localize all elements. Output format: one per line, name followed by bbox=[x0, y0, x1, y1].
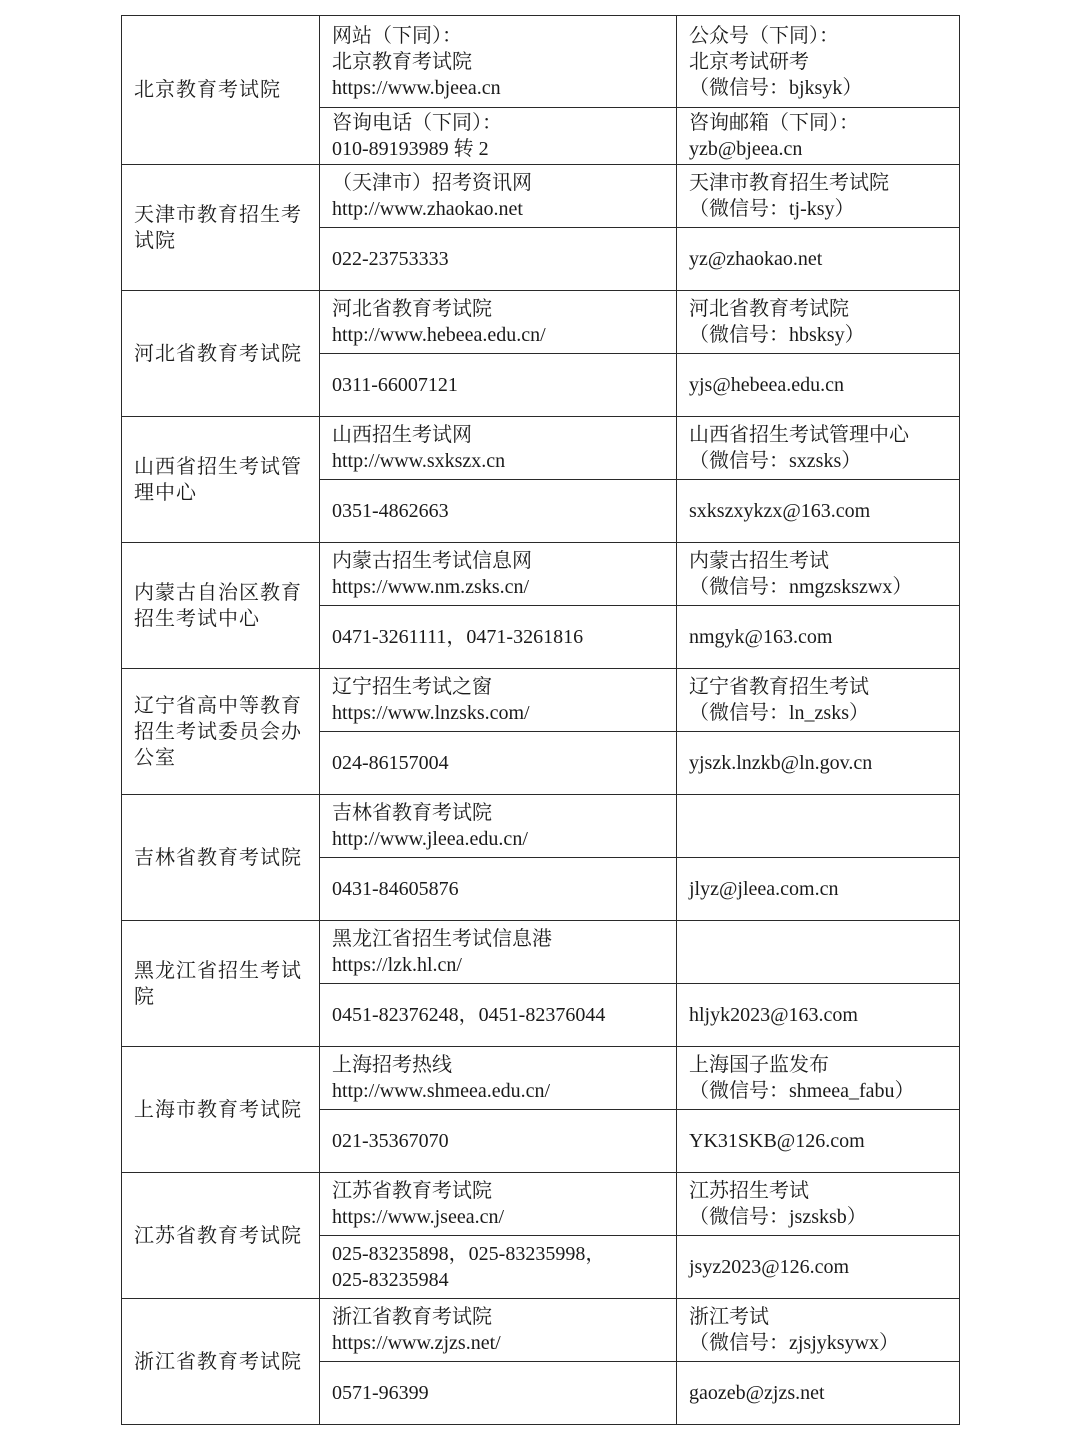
email-cell bbox=[677, 480, 960, 543]
wechat-cell bbox=[677, 1173, 960, 1236]
website-cell-line: http://www.sxkszx.cn bbox=[332, 450, 506, 472]
website-cell-line: 吉林省教育考试院 bbox=[332, 802, 492, 824]
website-cell-line: http://www.zhaokao.net bbox=[332, 198, 523, 220]
wechat-cell-line: （微信号：zjsjyksywx） bbox=[689, 1332, 899, 1354]
website-cell-line: 江苏省教育考试院 bbox=[332, 1180, 492, 1202]
table-row bbox=[122, 921, 960, 984]
wechat-cell-line: 山西省招生考试管理中心 bbox=[689, 424, 909, 446]
wechat-cell-line: （微信号：shmeea_fabu） bbox=[689, 1080, 915, 1102]
wechat-cell-line: （微信号：hbsksy） bbox=[689, 324, 865, 346]
email-cell-line: 咨询邮箱（下同）： bbox=[689, 112, 859, 134]
email-cell-line: jlyz@jleea.com.cn bbox=[689, 878, 839, 900]
table-row bbox=[122, 165, 960, 228]
phone-cell bbox=[320, 606, 677, 669]
email-cell bbox=[677, 354, 960, 417]
website-cell bbox=[320, 291, 677, 354]
org-name-cell: 天津市教育招生考试院 bbox=[122, 165, 320, 291]
phone-cell bbox=[320, 1236, 677, 1299]
website-cell bbox=[320, 543, 677, 606]
phone-cell-line: 0471-3261111，0471-3261816 bbox=[332, 626, 584, 648]
wechat-cell-line: 北京考试研考 bbox=[689, 50, 809, 73]
email-cell-line: yz@zhaokao.net bbox=[689, 248, 823, 270]
website-cell-line: 黑龙江省招生考试信息港 bbox=[332, 928, 552, 950]
wechat-cell-line: 江苏招生考试 bbox=[689, 1180, 809, 1202]
email-cell bbox=[677, 228, 960, 291]
email-cell-line: nmgyk@163.com bbox=[689, 626, 833, 648]
phone-cell-line: 024-86157004 bbox=[332, 752, 449, 774]
website-cell bbox=[320, 165, 677, 228]
wechat-cell bbox=[677, 669, 960, 732]
website-cell bbox=[320, 16, 677, 108]
website-cell-line: 河北省教育考试院 bbox=[332, 298, 492, 320]
phone-cell-line: 025-83235898，025-83235998， bbox=[332, 1243, 606, 1265]
website-cell bbox=[320, 669, 677, 732]
wechat-cell-line: 辽宁省教育招生考试 bbox=[689, 676, 869, 698]
website-cell-line: https://www.bjeea.cn bbox=[332, 76, 501, 99]
website-cell-line: 浙江省教育考试院 bbox=[332, 1306, 492, 1328]
email-cell bbox=[677, 984, 960, 1047]
website-cell bbox=[320, 1173, 677, 1236]
email-cell bbox=[677, 732, 960, 795]
email-cell-line: gaozeb@zjzs.net bbox=[689, 1382, 825, 1404]
org-name-cell: 北京教育考试院 bbox=[122, 16, 320, 165]
phone-cell bbox=[320, 1362, 677, 1425]
wechat-cell bbox=[677, 1047, 960, 1110]
wechat-cell-line: 天津市教育招生考试院 bbox=[689, 172, 889, 194]
phone-cell-line: 022-23753333 bbox=[332, 248, 449, 270]
wechat-cell-line: 公众号（下同）： bbox=[689, 24, 839, 47]
website-cell bbox=[320, 1047, 677, 1110]
phone-cell bbox=[320, 1110, 677, 1173]
phone-cell-line: 0451-82376248，0451-82376044 bbox=[332, 1004, 606, 1026]
website-cell-line: （天津市）招考资讯网 bbox=[332, 172, 532, 194]
wechat-cell bbox=[677, 16, 960, 108]
table-row bbox=[122, 1047, 960, 1110]
website-cell-line: 内蒙古招生考试信息网 bbox=[332, 550, 532, 572]
wechat-cell bbox=[677, 795, 960, 858]
website-cell bbox=[320, 417, 677, 480]
website-cell-line: 山西招生考试网 bbox=[332, 424, 472, 446]
wechat-cell-line: （微信号：sxzsks） bbox=[689, 450, 862, 472]
phone-cell-line: 0571-96399 bbox=[332, 1382, 429, 1404]
phone-cell bbox=[320, 984, 677, 1047]
phone-cell-line: 咨询电话（下同）： bbox=[332, 112, 502, 134]
table-row bbox=[122, 417, 960, 480]
phone-cell-line: 0351-4862663 bbox=[332, 500, 449, 522]
wechat-cell-line: 内蒙古招生考试 bbox=[689, 550, 829, 572]
wechat-cell-line: 上海国子监发布 bbox=[689, 1054, 829, 1076]
phone-cell bbox=[320, 732, 677, 795]
email-cell-line: yjs@hebeea.edu.cn bbox=[689, 374, 845, 396]
wechat-cell-line: （微信号：tj-ksy） bbox=[689, 198, 855, 220]
email-cell bbox=[677, 1110, 960, 1173]
wechat-cell bbox=[677, 543, 960, 606]
website-cell-line: http://www.jleea.edu.cn/ bbox=[332, 828, 528, 850]
wechat-cell-line: 河北省教育考试院 bbox=[689, 298, 849, 320]
email-cell-line: YK31SKB@126.com bbox=[689, 1130, 865, 1152]
wechat-cell bbox=[677, 921, 960, 984]
website-cell-line: https://www.lnzsks.com/ bbox=[332, 702, 530, 724]
phone-cell-line: 0311-66007121 bbox=[332, 374, 458, 396]
org-name-cell: 河北省教育考试院 bbox=[122, 291, 320, 417]
website-cell-line: https://lzk.hl.cn/ bbox=[332, 954, 462, 976]
org-name-cell: 浙江省教育考试院 bbox=[122, 1299, 320, 1425]
wechat-cell-line: （微信号：ln_zsks） bbox=[689, 702, 869, 724]
org-name-cell: 吉林省教育考试院 bbox=[122, 795, 320, 921]
phone-cell bbox=[320, 480, 677, 543]
website-cell bbox=[320, 795, 677, 858]
phone-cell bbox=[320, 228, 677, 291]
website-cell-line: 北京教育考试院 bbox=[332, 50, 472, 73]
org-name-cell: 江苏省教育考试院 bbox=[122, 1173, 320, 1299]
email-cell bbox=[677, 606, 960, 669]
website-cell-line: 网站（下同）： bbox=[332, 24, 462, 47]
exam-authority-table bbox=[121, 15, 960, 1425]
table-body bbox=[122, 16, 960, 1425]
table-row bbox=[122, 16, 960, 108]
website-cell-line: https://www.zjzs.net/ bbox=[332, 1332, 501, 1354]
wechat-cell-line: （微信号：nmgzskszwx） bbox=[689, 576, 913, 598]
email-cell-line: yjszk.lnzkb@ln.gov.cn bbox=[689, 752, 873, 774]
phone-cell-line: 0431-84605876 bbox=[332, 878, 459, 900]
org-name-cell: 内蒙古自治区教育招生考试中心 bbox=[122, 543, 320, 669]
wechat-cell bbox=[677, 417, 960, 480]
email-cell-line: jsyz2023@126.com bbox=[689, 1256, 850, 1278]
table-row bbox=[122, 669, 960, 732]
table-row bbox=[122, 291, 960, 354]
wechat-cell-line: （微信号：jszsksb） bbox=[689, 1206, 867, 1228]
org-name-cell: 辽宁省高中等教育招生考试委员会办公室 bbox=[122, 669, 320, 795]
phone-cell-line: 025-83235984 bbox=[332, 1269, 449, 1291]
wechat-cell bbox=[677, 291, 960, 354]
org-name-cell: 上海市教育考试院 bbox=[122, 1047, 320, 1173]
email-cell-line: yzb@bjeea.cn bbox=[689, 138, 803, 160]
email-cell bbox=[677, 858, 960, 921]
wechat-cell-line: （微信号：bjksyk） bbox=[689, 76, 863, 99]
website-cell bbox=[320, 921, 677, 984]
website-cell bbox=[320, 1299, 677, 1362]
email-cell-line: sxkszxykzx@163.com bbox=[689, 500, 871, 522]
wechat-cell bbox=[677, 165, 960, 228]
table-row bbox=[122, 1173, 960, 1236]
org-name-cell: 黑龙江省招生考试院 bbox=[122, 921, 320, 1047]
email-cell bbox=[677, 1236, 960, 1299]
table-row bbox=[122, 795, 960, 858]
website-cell-line: https://www.jseea.cn/ bbox=[332, 1206, 505, 1228]
email-cell-line: hljyk2023@163.com bbox=[689, 1004, 858, 1026]
email-cell bbox=[677, 108, 960, 165]
table-row bbox=[122, 1299, 960, 1362]
phone-cell bbox=[320, 354, 677, 417]
phone-cell bbox=[320, 858, 677, 921]
website-cell-line: http://www.shmeea.edu.cn/ bbox=[332, 1080, 551, 1102]
phone-cell-line: 021-35367070 bbox=[332, 1130, 449, 1152]
phone-cell bbox=[320, 108, 677, 165]
org-name-cell: 山西省招生考试管理中心 bbox=[122, 417, 320, 543]
website-cell-line: https://www.nm.zsks.cn/ bbox=[332, 576, 530, 598]
website-cell-line: http://www.hebeea.edu.cn/ bbox=[332, 324, 546, 346]
website-cell-line: 上海招考热线 bbox=[332, 1054, 452, 1076]
wechat-cell-line: 浙江考试 bbox=[689, 1306, 769, 1328]
website-cell-line: 辽宁招生考试之窗 bbox=[332, 676, 492, 698]
email-cell bbox=[677, 1362, 960, 1425]
table-row bbox=[122, 543, 960, 606]
wechat-cell bbox=[677, 1299, 960, 1362]
phone-cell-line: 010-89193989 转 2 bbox=[332, 138, 489, 160]
